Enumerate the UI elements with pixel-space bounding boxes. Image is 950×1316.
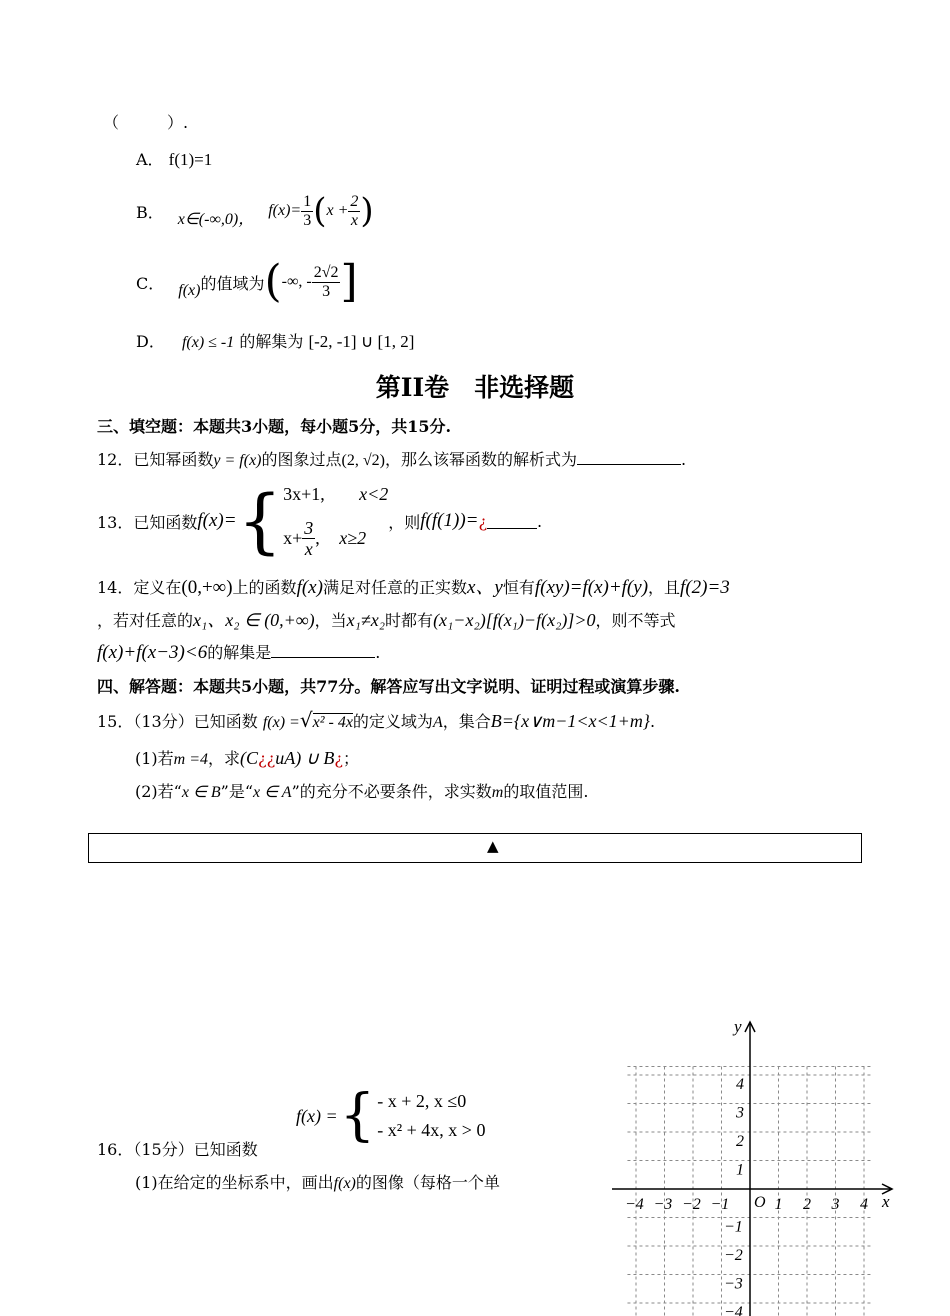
section-heading-fill-in: 三、填空题：本题共3小题，每小题5分，共15分.	[97, 417, 452, 436]
piece-expr: 3x+1,	[283, 484, 325, 504]
question-15-part-2: (2)若“x ∈ B”是“x ∈ A”的充分不必要条件，求实数m的取值范围.	[135, 782, 589, 801]
answer-blank[interactable]	[577, 449, 681, 465]
option-inequality: f(x) ≤ -1	[181, 334, 235, 351]
question-14-line-1: 14．定义在(0,+∞)上的函数f(x)满足对任意的正实数x、y恒有f(xy)=f(x)+f(y)，且f(2)=3	[97, 577, 730, 598]
y-tick-label: −1	[724, 1218, 743, 1236]
option-fx: f(x)	[178, 282, 201, 299]
option-letter: A．	[136, 150, 164, 169]
q11-option-a[interactable]	[136, 147, 212, 170]
option-range-text: 的值域为	[200, 273, 265, 293]
question-15-part-1: (1)若m =4，求(C¿¿uA) ∪ B¿；	[135, 748, 359, 768]
y-tick-label: −3	[724, 1275, 743, 1293]
q11-option-b[interactable]	[136, 186, 374, 236]
section-heading-answers: 四、解答题：本题共5小题，共77分。解答应写出文字说明、证明过程或演算步骤.	[97, 677, 680, 696]
fraction-3-over-x: $\frac{3}{x}$	[304, 518, 314, 559]
x-tick-label: 2	[803, 1196, 811, 1213]
radicand: x² - 4x	[312, 714, 353, 731]
triangle-marker-icon: ▲	[487, 837, 499, 855]
option-letter: B．	[136, 202, 164, 222]
fraction-2sqrt2-over-3: $\frac{2√2}{3}$	[313, 263, 339, 300]
fraction-one-third: $\frac{1}{3}$	[303, 192, 312, 229]
q16-piecewise: f(x) = { - x + 2, x ≤0 - x² + 4x, x > 0	[296, 1083, 486, 1148]
paren-left: (	[264, 256, 282, 307]
q11-option-d[interactable]	[136, 329, 414, 352]
option-x-plus: x +	[326, 202, 349, 219]
x-tick-label: −4	[625, 1196, 644, 1213]
question-14-line-3: f(x)+f(x−3)<6的解集是 .	[97, 642, 381, 663]
question-15: 15．（13分）已知函数 f(x) =√x² - 4x的定义域为A，集合B={x∨m−1<x<1+m}.	[97, 708, 656, 732]
question-text: 的图象过点	[261, 450, 342, 469]
y-tick-label: −2	[724, 1247, 743, 1264]
question-text: 已知函数	[133, 512, 198, 532]
answer-blank[interactable]	[271, 642, 375, 658]
option-letter: C．	[136, 273, 165, 293]
x-axis-label: x	[882, 1192, 890, 1211]
question-12: 12．已知幂函数y = f(x)的图象过点(2, √2)，那么该幂函数的解析式为 .	[97, 450, 687, 469]
option-solution-set: [-2, -1] ∪ [1, 2]	[308, 332, 415, 351]
math-expr: y = f(x)	[213, 452, 262, 469]
x-tick-label: −3	[653, 1196, 673, 1213]
math-expr: f(x)=	[197, 510, 237, 531]
coordinate-grid[interactable]	[600, 1010, 910, 1316]
piece-cond: x<2	[359, 484, 389, 504]
page-title: 第II卷 非选择题	[375, 373, 575, 402]
option-solution-text: 的解集为	[239, 332, 304, 351]
brace-left: {	[237, 480, 283, 562]
question-16-part-1: (1)在给定的坐标系中，画出f(x)的图像（每格一个单	[135, 1173, 500, 1192]
bracket-right: ]	[340, 256, 358, 307]
piece-2: - x² + 4x, x > 0	[377, 1120, 486, 1140]
x-tick-label: −1	[710, 1196, 730, 1213]
y-tick-label: 1	[736, 1161, 744, 1179]
piece-expr: x+	[283, 528, 303, 548]
question-text: 已知幂函数	[133, 450, 214, 469]
paren-right: )	[360, 191, 374, 231]
y-tick-label: 4	[736, 1076, 744, 1093]
option-letter: D．	[136, 332, 165, 351]
math-point: (2, √2)	[341, 452, 385, 469]
question-number: 12．	[97, 450, 134, 469]
x-tick-labels	[625, 1196, 868, 1213]
x-tick-label: 1	[774, 1196, 783, 1213]
answer-blank[interactable]	[487, 513, 537, 529]
question-number: 13．	[97, 512, 134, 532]
x-tick-label: 3	[831, 1196, 840, 1213]
piece-1: - x + 2, x ≤0	[377, 1091, 467, 1111]
option-content: f(1)=1	[168, 150, 213, 169]
question-text: ，那么该幂函数的解析式为	[384, 450, 577, 469]
question-16: 16．（15分）已知函数	[97, 1140, 258, 1159]
brace-left: {	[339, 1083, 376, 1148]
option-domain: x∈(-∞,0)，	[177, 210, 255, 228]
y-axis-label: y	[734, 1017, 742, 1036]
x-tick-label: 4	[860, 1196, 868, 1213]
q11-option-c[interactable]	[136, 254, 358, 310]
question-13: 13． 已知函数 f(x)= { 3x+1, x<2 x+ $\frac{3}{x}$ , x≥2 ，则 f(f(1))= ¿ .	[97, 480, 543, 562]
x-tick-label: −2	[682, 1196, 701, 1213]
math-expr: f(f(1))=	[420, 510, 479, 531]
question-14-line-2: ，若对任意的x₁、x₂ ∈ (0,+∞)，当x₁≠x₂时都有(x₁−x₂)[f(x₁)−f(x₂)]>0，则不等式	[97, 610, 676, 630]
fraction-two-over-x: $\frac{2}{x}$	[350, 192, 359, 229]
paren-left: (	[313, 191, 327, 231]
question-text: ，则	[388, 512, 421, 532]
y-tick-label: −4	[724, 1304, 743, 1316]
origin-label: O	[754, 1194, 766, 1211]
answer-box[interactable]	[88, 833, 862, 863]
option-fx: f(x)=	[268, 202, 302, 219]
y-tick-label: 3	[736, 1104, 744, 1122]
piece-cond: x≥2	[339, 528, 367, 548]
y-tick-label: 2	[736, 1133, 744, 1150]
render-artifact: ¿	[478, 511, 488, 531]
q11-paren: （ ）.	[103, 113, 189, 132]
option-interval: -∞, -	[281, 273, 312, 290]
